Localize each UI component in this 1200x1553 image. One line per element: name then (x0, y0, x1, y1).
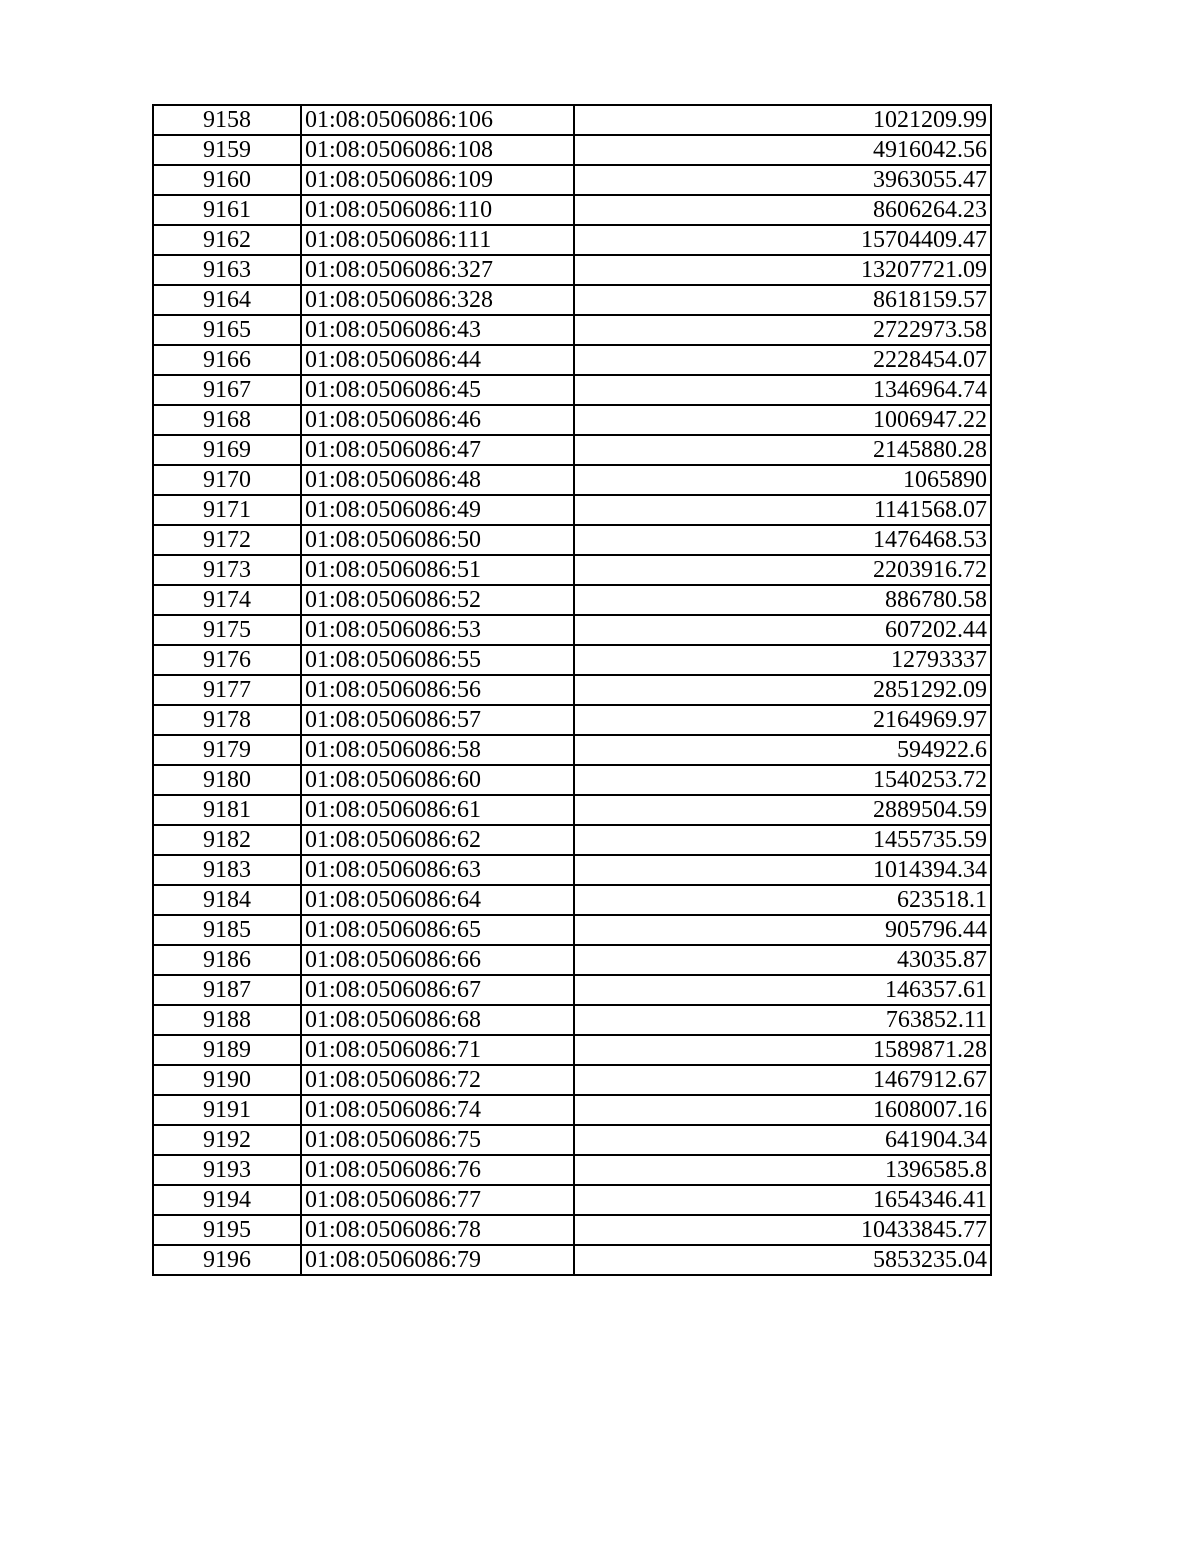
table-row (153, 1065, 991, 1095)
row-number-cell: 9182 (153, 825, 301, 855)
table-row (153, 855, 991, 885)
table-row (153, 975, 991, 1005)
row-number-cell: 9177 (153, 675, 301, 705)
value-cell: 13207721.09 (574, 255, 991, 285)
table-row (153, 195, 991, 225)
cadastral-number-cell: 01:08:0506086:72 (301, 1065, 574, 1095)
row-number-cell: 9181 (153, 795, 301, 825)
table-body (153, 105, 991, 1275)
cadastral-number-cell: 01:08:0506086:61 (301, 795, 574, 825)
table-row (153, 1005, 991, 1035)
cadastral-number-cell: 01:08:0506086:47 (301, 435, 574, 465)
cadastral-number-cell: 01:08:0506086:60 (301, 765, 574, 795)
cadastral-number-cell: 01:08:0506086:74 (301, 1095, 574, 1125)
table-row (153, 705, 991, 735)
row-number-cell: 9172 (153, 525, 301, 555)
table-row (153, 675, 991, 705)
row-number-cell: 9178 (153, 705, 301, 735)
cadastral-number-cell: 01:08:0506086:75 (301, 1125, 574, 1155)
row-number-cell: 9194 (153, 1185, 301, 1215)
value-cell: 1006947.22 (574, 405, 991, 435)
cadastral-number-cell: 01:08:0506086:50 (301, 525, 574, 555)
value-cell: 2203916.72 (574, 555, 991, 585)
table-row (153, 555, 991, 585)
value-cell: 1065890 (574, 465, 991, 495)
row-number-cell: 9179 (153, 735, 301, 765)
value-cell: 1014394.34 (574, 855, 991, 885)
value-cell: 146357.61 (574, 975, 991, 1005)
row-number-cell: 9171 (153, 495, 301, 525)
row-number-cell: 9189 (153, 1035, 301, 1065)
cadastral-number-cell: 01:08:0506086:46 (301, 405, 574, 435)
table-row (153, 525, 991, 555)
row-number-cell: 9190 (153, 1065, 301, 1095)
value-cell: 15704409.47 (574, 225, 991, 255)
value-cell: 1540253.72 (574, 765, 991, 795)
row-number-cell: 9192 (153, 1125, 301, 1155)
cadastral-number-cell: 01:08:0506086:57 (301, 705, 574, 735)
data-table (152, 104, 992, 1276)
cadastral-number-cell: 01:08:0506086:78 (301, 1215, 574, 1245)
table-row (153, 765, 991, 795)
value-cell: 641904.34 (574, 1125, 991, 1155)
value-cell: 43035.87 (574, 945, 991, 975)
cadastral-number-cell: 01:08:0506086:328 (301, 285, 574, 315)
cadastral-number-cell: 01:08:0506086:51 (301, 555, 574, 585)
table-row (153, 135, 991, 165)
value-cell: 1021209.99 (574, 105, 991, 135)
table-row (153, 615, 991, 645)
table-row (153, 165, 991, 195)
row-number-cell: 9188 (153, 1005, 301, 1035)
value-cell: 2164969.97 (574, 705, 991, 735)
value-cell: 905796.44 (574, 915, 991, 945)
value-cell: 2228454.07 (574, 345, 991, 375)
table-row (153, 1245, 991, 1275)
row-number-cell: 9164 (153, 285, 301, 315)
row-number-cell: 9165 (153, 315, 301, 345)
value-cell: 594922.6 (574, 735, 991, 765)
row-number-cell: 9166 (153, 345, 301, 375)
value-cell: 3963055.47 (574, 165, 991, 195)
row-number-cell: 9183 (153, 855, 301, 885)
cadastral-number-cell: 01:08:0506086:66 (301, 945, 574, 975)
table-row (153, 465, 991, 495)
row-number-cell: 9175 (153, 615, 301, 645)
cadastral-number-cell: 01:08:0506086:49 (301, 495, 574, 525)
value-cell: 2851292.09 (574, 675, 991, 705)
cadastral-number-cell: 01:08:0506086:111 (301, 225, 574, 255)
row-number-cell: 9160 (153, 165, 301, 195)
value-cell: 5853235.04 (574, 1245, 991, 1275)
table-row (153, 795, 991, 825)
row-number-cell: 9169 (153, 435, 301, 465)
row-number-cell: 9191 (153, 1095, 301, 1125)
cadastral-number-cell: 01:08:0506086:44 (301, 345, 574, 375)
cadastral-number-cell: 01:08:0506086:110 (301, 195, 574, 225)
row-number-cell: 9180 (153, 765, 301, 795)
cadastral-number-cell: 01:08:0506086:68 (301, 1005, 574, 1035)
table-row (153, 435, 991, 465)
row-number-cell: 9186 (153, 945, 301, 975)
cadastral-number-cell: 01:08:0506086:327 (301, 255, 574, 285)
table-row (153, 345, 991, 375)
row-number-cell: 9168 (153, 405, 301, 435)
cadastral-number-cell: 01:08:0506086:106 (301, 105, 574, 135)
value-cell: 8618159.57 (574, 285, 991, 315)
cadastral-number-cell: 01:08:0506086:67 (301, 975, 574, 1005)
row-number-cell: 9176 (153, 645, 301, 675)
value-cell: 2722973.58 (574, 315, 991, 345)
value-cell: 886780.58 (574, 585, 991, 615)
value-cell: 8606264.23 (574, 195, 991, 225)
table-row (153, 945, 991, 975)
value-cell: 1476468.53 (574, 525, 991, 555)
cadastral-number-cell: 01:08:0506086:76 (301, 1155, 574, 1185)
table-row (153, 225, 991, 255)
value-cell: 1346964.74 (574, 375, 991, 405)
value-cell: 1455735.59 (574, 825, 991, 855)
value-cell: 1608007.16 (574, 1095, 991, 1125)
row-number-cell: 9167 (153, 375, 301, 405)
row-number-cell: 9193 (153, 1155, 301, 1185)
table-row (153, 315, 991, 345)
cadastral-number-cell: 01:08:0506086:53 (301, 615, 574, 645)
table-row (153, 645, 991, 675)
value-cell: 1467912.67 (574, 1065, 991, 1095)
value-cell: 763852.11 (574, 1005, 991, 1035)
table-row (153, 375, 991, 405)
table-row (153, 885, 991, 915)
table-row (153, 105, 991, 135)
row-number-cell: 9174 (153, 585, 301, 615)
table-row (153, 1155, 991, 1185)
row-number-cell: 9195 (153, 1215, 301, 1245)
cadastral-number-cell: 01:08:0506086:64 (301, 885, 574, 915)
cadastral-number-cell: 01:08:0506086:65 (301, 915, 574, 945)
table-row (153, 915, 991, 945)
value-cell: 1589871.28 (574, 1035, 991, 1065)
cadastral-number-cell: 01:08:0506086:109 (301, 165, 574, 195)
value-cell: 623518.1 (574, 885, 991, 915)
row-number-cell: 9170 (153, 465, 301, 495)
row-number-cell: 9162 (153, 225, 301, 255)
row-number-cell: 9159 (153, 135, 301, 165)
cadastral-number-cell: 01:08:0506086:48 (301, 465, 574, 495)
row-number-cell: 9158 (153, 105, 301, 135)
value-cell: 1654346.41 (574, 1185, 991, 1215)
cadastral-number-cell: 01:08:0506086:62 (301, 825, 574, 855)
row-number-cell: 9161 (153, 195, 301, 225)
row-number-cell: 9184 (153, 885, 301, 915)
table-row (153, 1035, 991, 1065)
row-number-cell: 9187 (153, 975, 301, 1005)
cadastral-number-cell: 01:08:0506086:77 (301, 1185, 574, 1215)
value-cell: 4916042.56 (574, 135, 991, 165)
table-row (153, 495, 991, 525)
value-cell: 607202.44 (574, 615, 991, 645)
value-cell: 2145880.28 (574, 435, 991, 465)
cadastral-number-cell: 01:08:0506086:108 (301, 135, 574, 165)
table-row (153, 735, 991, 765)
value-cell: 10433845.77 (574, 1215, 991, 1245)
table-row (153, 285, 991, 315)
table-row (153, 1215, 991, 1245)
row-number-cell: 9163 (153, 255, 301, 285)
row-number-cell: 9173 (153, 555, 301, 585)
cadastral-number-cell: 01:08:0506086:63 (301, 855, 574, 885)
cadastral-number-cell: 01:08:0506086:58 (301, 735, 574, 765)
cadastral-number-cell: 01:08:0506086:71 (301, 1035, 574, 1065)
value-cell: 1396585.8 (574, 1155, 991, 1185)
row-number-cell: 9185 (153, 915, 301, 945)
value-cell: 12793337 (574, 645, 991, 675)
table-row (153, 585, 991, 615)
cadastral-number-cell: 01:08:0506086:45 (301, 375, 574, 405)
table-row (153, 405, 991, 435)
table-row (153, 255, 991, 285)
table-row (153, 1095, 991, 1125)
cadastral-number-cell: 01:08:0506086:55 (301, 645, 574, 675)
table-row (153, 1185, 991, 1215)
value-cell: 1141568.07 (574, 495, 991, 525)
value-cell: 2889504.59 (574, 795, 991, 825)
table-row (153, 1125, 991, 1155)
table-row (153, 825, 991, 855)
cadastral-number-cell: 01:08:0506086:56 (301, 675, 574, 705)
cadastral-number-cell: 01:08:0506086:79 (301, 1245, 574, 1275)
cadastral-number-cell: 01:08:0506086:43 (301, 315, 574, 345)
row-number-cell: 9196 (153, 1245, 301, 1275)
cadastral-number-cell: 01:08:0506086:52 (301, 585, 574, 615)
